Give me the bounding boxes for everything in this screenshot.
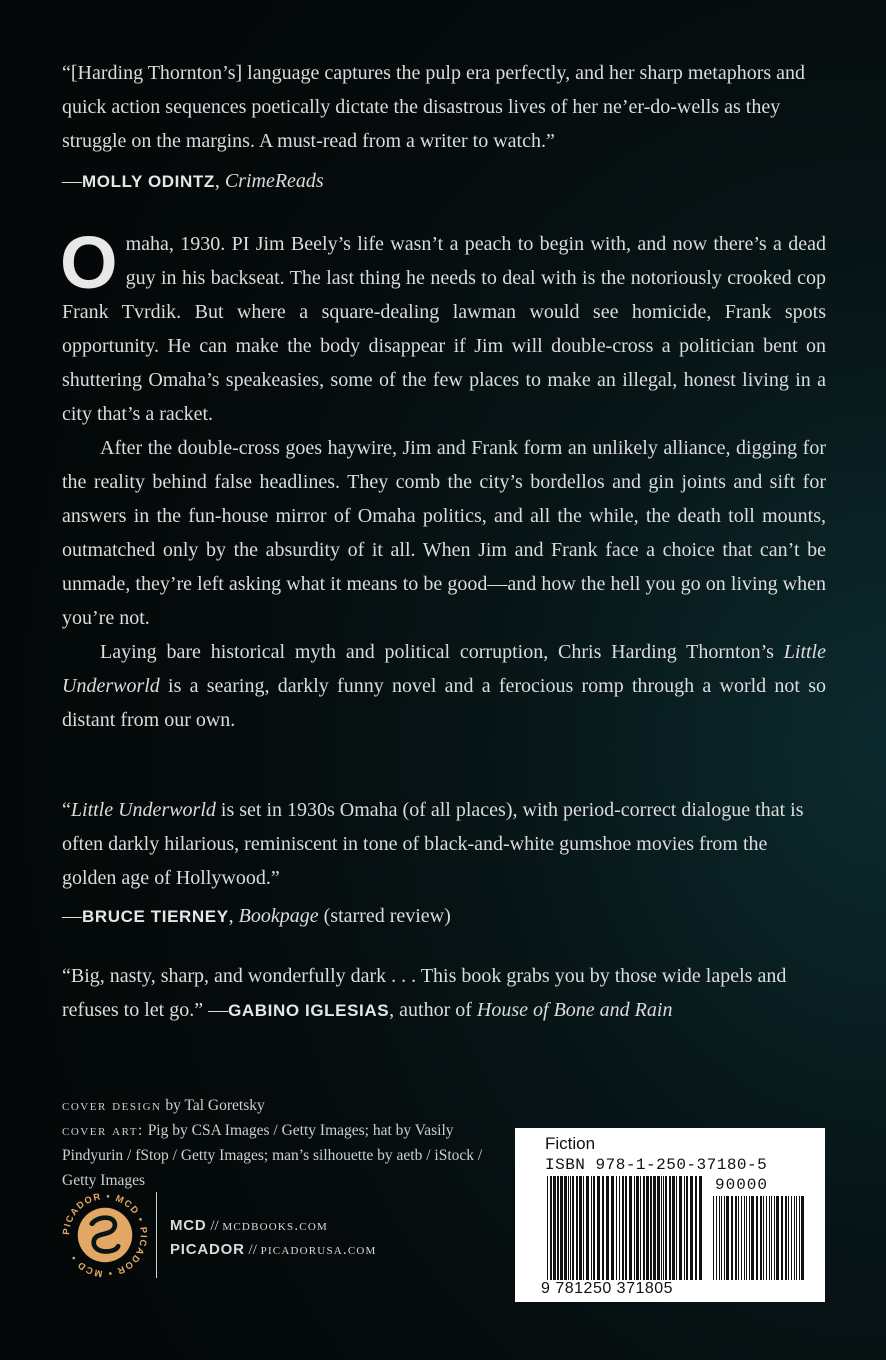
publisher-picador [170, 1238, 377, 1262]
publisher-url: mcdbooks.com [222, 1218, 328, 1234]
barcode-bar [690, 1176, 693, 1280]
attribution-dash: — [62, 170, 82, 192]
barcode-bar [791, 1196, 792, 1280]
barcode-bar [788, 1196, 789, 1280]
attribution-note: (starred review) [318, 905, 451, 927]
barcode-bar [616, 1176, 617, 1280]
barcode-bar [665, 1176, 667, 1280]
barcode-bar [576, 1176, 578, 1280]
barcode-bar [564, 1176, 567, 1280]
publisher-mcd [170, 1214, 377, 1238]
attribution-author: MOLLY ODINTZ [82, 172, 215, 191]
barcode-bar [568, 1176, 569, 1280]
barcode-bar [646, 1176, 649, 1280]
barcode-bar [763, 1196, 764, 1280]
barcode-bar [760, 1196, 762, 1280]
attribution-author: BRUCE TIERNEY [82, 907, 229, 926]
barcode-bar [547, 1176, 548, 1280]
barcode-bar [713, 1196, 714, 1280]
barcode-bar [619, 1176, 620, 1280]
quote-attribution [62, 164, 826, 199]
barcode-digits: 9 781250 371805 [541, 1280, 674, 1297]
isbn-barcode [515, 1128, 825, 1302]
barcode-bar [726, 1196, 729, 1280]
barcode-isbn: ISBN 978-1-250-37180-5 [545, 1156, 768, 1174]
barcode-bar [721, 1196, 722, 1280]
paragraph-1-text: maha, 1930. PI Jim Beely’s life wasn’t a peach to begin with, and now there’s a dead guy in his backseat. The last thing he needs to deal with is the notoriously crooked cop Frank Tvrdik. But where a square-dealing lawman would see homicide, Frank spots opportunity. He can make the body disappear if Jim will double-cross a politician bent on shuttering Omaha’s speakeasies, some of the few places to make an illegal, honest living in a city that’s a racket. [62, 233, 826, 425]
barcode-price-code: 90000 [715, 1176, 769, 1194]
barcode-bar [657, 1176, 660, 1280]
barcode-bar [684, 1176, 685, 1280]
barcode-bar [606, 1176, 609, 1280]
barcode-addon-bars [713, 1196, 805, 1280]
barcode-bar [622, 1176, 624, 1280]
logo-ring-textpath: PICADOR • MCD • PICADOR • MCD • [60, 1190, 150, 1280]
attribution-author: GABINO IGLESIAS [228, 1001, 390, 1020]
barcode-bar [643, 1176, 645, 1280]
barcode-bar [553, 1176, 556, 1280]
mcd-picador-logo [58, 1188, 152, 1282]
cover-design-credit [62, 1093, 502, 1118]
barcode-bar [769, 1196, 770, 1280]
drop-cap: O [60, 221, 118, 304]
barcode-bar [746, 1196, 747, 1280]
barcode-bar [799, 1196, 800, 1280]
quote-text: “Big, nasty, sharp, and wonderfully dark . . . This book grabs you by those wide lapels and refuses to let go.” [62, 965, 787, 1021]
barcode-bar [586, 1176, 589, 1280]
description-paragraph-2: After the double-cross goes haywire, Jim and Frank form an unlikely alliance, digging for the reality behind false headlines. They comb the city’s bordellos and gin joints and sift for answers in the fun-house mirror of Omaha politics, and all the while, the death toll mounts, outmatched only by the absurdity of it all. When Jim and Frank face a choice that can’t be unmade, they’re left asking what it means to be good—and how the hell you go on living when you’re not. [62, 437, 826, 629]
barcode-bar [579, 1176, 582, 1280]
attribution-source: CrimeReads [224, 170, 324, 192]
barcode-bar [724, 1196, 725, 1280]
paragraph-3-end: is a searing, darkly funny novel and a ferocious romp through a world not so distant from our own. [62, 675, 826, 731]
publisher-name: PICADOR [170, 1241, 245, 1258]
barcode-bar [741, 1196, 742, 1280]
barcode-bar [794, 1196, 795, 1280]
barcode-bar [572, 1176, 574, 1280]
barcode-bar [801, 1196, 804, 1280]
barcode-bar [676, 1176, 677, 1280]
barcode-bar [774, 1196, 775, 1280]
quote-book-title: Little Underworld [70, 799, 216, 821]
barcode-bar [796, 1196, 797, 1280]
barcode-bar [634, 1176, 635, 1280]
barcode-bar [785, 1196, 787, 1280]
barcode-main-bars [547, 1176, 705, 1280]
barcode-bar [611, 1176, 614, 1280]
barcode-bar [597, 1176, 600, 1280]
quote-gabino-iglesias [62, 959, 826, 1028]
attribution-separator: , [214, 170, 225, 192]
quote-text [62, 793, 826, 895]
barcode-bar [669, 1176, 671, 1280]
barcode-bar [699, 1176, 702, 1280]
publisher-list [170, 1214, 377, 1262]
barcode-bar [738, 1196, 739, 1280]
barcode-bar [650, 1176, 652, 1280]
book-description [60, 221, 826, 737]
barcode-bar [719, 1196, 720, 1280]
barcode-bar [663, 1176, 664, 1280]
barcode-bar [749, 1196, 750, 1280]
barcode-bar [744, 1196, 745, 1280]
publisher-separator: // [244, 1242, 261, 1258]
cover-art-credit [62, 1118, 502, 1193]
paragraph-3-title: Little Underworld [62, 641, 826, 697]
cover-design-text: by Tal Goretsky [161, 1097, 265, 1114]
barcode-bar [686, 1176, 688, 1280]
barcode-bar [636, 1176, 639, 1280]
barcode-bar [776, 1196, 779, 1280]
cover-design-label: cover design [62, 1097, 162, 1114]
barcode-bar [602, 1176, 604, 1280]
barcode-bar [629, 1176, 632, 1280]
barcode-bar [679, 1176, 682, 1280]
attribution-separator: , author of [389, 999, 477, 1021]
attribution-source: House of Bone and Rain [476, 999, 673, 1021]
cover-art-label: cover art: [62, 1122, 144, 1139]
attribution-dash: — [62, 905, 82, 927]
publisher-name: MCD [170, 1217, 207, 1234]
barcode-bar [766, 1196, 767, 1280]
barcode-bar [771, 1196, 772, 1280]
barcode-bar [695, 1176, 697, 1280]
attribution-source: Bookpage [238, 905, 319, 927]
quote-molly-odintz [62, 56, 826, 199]
barcode-bar [593, 1176, 595, 1280]
attribution-dash: — [208, 999, 229, 1021]
barcode-bar [557, 1176, 559, 1280]
barcode-bar [570, 1176, 571, 1280]
barcode-bar [591, 1176, 592, 1280]
quote-attribution [62, 899, 826, 934]
barcode-bar [583, 1176, 584, 1280]
barcode-bar [716, 1196, 717, 1280]
barcode-bar [661, 1176, 662, 1280]
logo-snake-head [91, 1222, 95, 1226]
publisher-url: picadorusa.com [260, 1242, 377, 1258]
description-paragraph-1 [60, 221, 826, 431]
publisher-separator: // [206, 1218, 223, 1234]
description-paragraph-3 [62, 635, 826, 737]
cover-art-text: Pig by CSA Images / Getty Images; hat by Vasily Pindyurin / fStop / Getty Images; man’s silhouette by aetb / iStock / Getty Images [62, 1122, 483, 1189]
barcode-bar [625, 1176, 627, 1280]
quote-text: “[Harding Thornton’s] language captures the pulp era perfectly, and her sharp metaphors and quick action sequences poetically dictate the disastrous lives of her ne’er-do-wells as they struggle on the margins. A must-read from a writer to watch.” [62, 62, 806, 152]
barcode-genre: Fiction [545, 1134, 596, 1153]
barcode-bar [672, 1176, 675, 1280]
barcode-bar [560, 1176, 563, 1280]
barcode-bar [731, 1196, 733, 1280]
quote-bruce-tierney [62, 793, 826, 934]
barcode-bar [550, 1176, 552, 1280]
quote-open-mark: “ [62, 799, 71, 821]
logo-divider [156, 1192, 157, 1278]
attribution-separator: , [228, 905, 239, 927]
barcode-bar [653, 1176, 656, 1280]
barcode-bar [756, 1196, 758, 1280]
cover-credits [62, 1093, 502, 1193]
barcode-bar [781, 1196, 783, 1280]
paragraph-3-start: Laying bare historical myth and political corruption, Chris Harding Thornton’s [100, 641, 784, 663]
quote-body: is set in 1930s Omaha (of all places), with period-correct dialogue that is often darkly hilarious, reminiscent in tone of black-and-white gumshoe movies from the golden age of Hollywood.” [62, 799, 804, 889]
barcode-bar [640, 1176, 641, 1280]
barcode-bar [751, 1196, 754, 1280]
barcode-bar [735, 1196, 737, 1280]
